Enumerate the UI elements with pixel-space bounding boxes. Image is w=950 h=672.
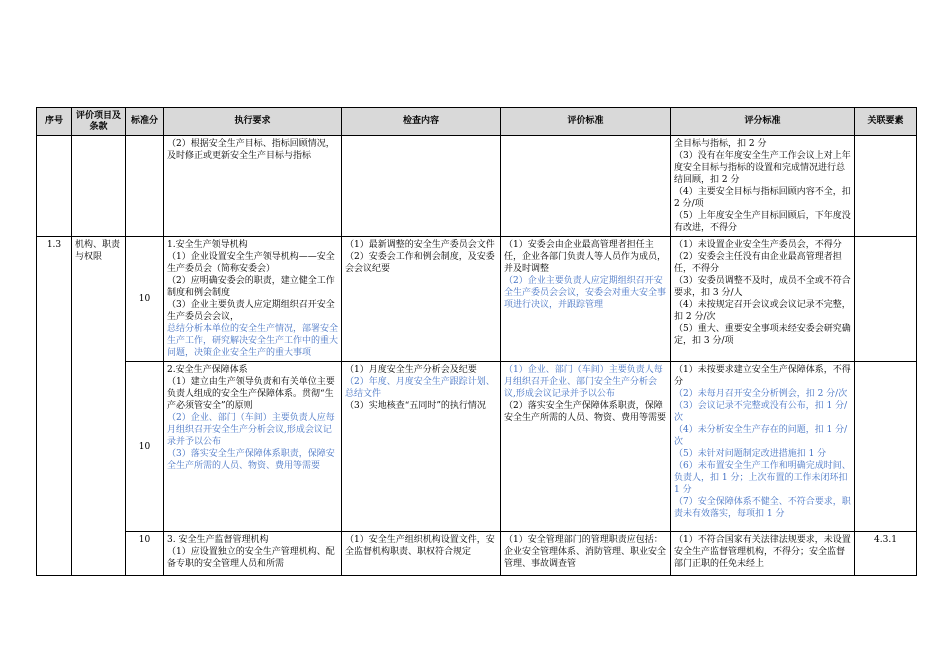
text-line: （4）未分析安全生产存在的问题，扣 1 分/次 [674, 425, 848, 447]
text-line: （1）不符合国家有关法律法规要求，未设置安全生产监督管理机构，不得分；安全监督部门正职的任免未经上 [674, 535, 851, 569]
text-line: （3）没有在年度安全生产工作会议上对上年度安全目标与指标的设置和完成情况进行总结回顾，扣 2 分 [674, 151, 851, 185]
text-line: 2.安全生产保障体系 [167, 365, 248, 375]
item-cell [72, 136, 126, 237]
table-row [37, 136, 917, 237]
related-cell: 4.3.1 [855, 532, 917, 576]
std-cell [126, 136, 164, 237]
table-row [37, 237, 917, 362]
std-cell: 10 [126, 532, 164, 576]
text-line: （1）建立由生产领导负责和有关单位主要负责人组成的安全生产保障体系。贯彻“生产必须管安全”的原则 [167, 377, 335, 411]
text-line: （1）企业、部门（车间）主要负责人每月组织召开企业、部门安全生产分析会议,形成会议记录并予以公布 [504, 365, 663, 399]
text-line: （3）落实安全生产保障体系职责，保障安全生产所需的人员、物资、费用等需要 [167, 449, 335, 471]
text-line: （1）安全生产组织机构设置文件，安全监督机构职责、职权符合规定 [345, 535, 495, 557]
text-line: （5）未针对问题制定改进措施扣 1 分 [674, 449, 827, 459]
text-line: （2）企业主要负责人应定期组织召开安全生产委员会会议，安委会对重大安全事项进行决议，并跟踪管理 [504, 276, 667, 310]
text-line: （3）会议记录不完整或没有公布，扣 1 分/次 [674, 401, 848, 423]
header-seq: 序号 [37, 108, 72, 136]
text-line: （1）月度安全生产分析会及纪要 [345, 365, 477, 375]
text-line: 3. 安全生产监督管理机构 [167, 535, 269, 545]
text-line: （6）未布置安全生产工作和明确完成时间、负责人，扣 1 分；上次布置的工作未闭环扣 1 分 [674, 461, 851, 495]
text-line: （2）根据安全生产目标、指标回顾情况，及时修正或更新安全生产目标与指标 [167, 139, 335, 161]
score-cell [671, 237, 855, 362]
text-line: （2）年度、月度安全生产跟踪计划、总结文件 [345, 377, 495, 399]
text-line: 1.安全生产领导机构 [167, 240, 248, 250]
text-line: 总结分析本单位的安全生产情况，部署安全生产工作，研究解决安全生产工作中的重大问题，决策企业安全生产的重大事项 [167, 324, 339, 358]
text-line: （2）应明确安委会的职责，建立健全工作制度和例会制度 [167, 276, 335, 298]
header-row [37, 108, 917, 136]
score-cell [671, 532, 855, 576]
eval-cell [501, 362, 671, 532]
header-exec: 执行要求 [164, 108, 342, 136]
eval-cell [501, 237, 671, 362]
check-cell [342, 532, 501, 576]
text-line: （1）未按要求建立安全生产保障体系，不得分 [674, 365, 851, 387]
header-eval: 评价标准 [501, 108, 671, 136]
related-cell [855, 136, 917, 237]
exec-cell [164, 362, 342, 532]
seq-cell: 1.3 [37, 237, 72, 576]
score-cell [671, 136, 855, 237]
text-line: 全目标与指标，扣 2 分 [674, 139, 767, 149]
table-row [37, 362, 917, 532]
check-cell [342, 136, 501, 237]
exec-cell [164, 532, 342, 576]
text-line: （1）最新调整的安全生产委员会文件 [345, 240, 495, 250]
text-line: （3）安委员调整不及时，成员不全或不符合要求，扣 3 分/人 [674, 276, 851, 298]
exec-cell [164, 136, 342, 237]
table-row [37, 532, 917, 576]
check-cell [342, 362, 501, 532]
score-cell [671, 362, 855, 532]
evaluation-table [36, 107, 917, 576]
eval-cell [501, 136, 671, 237]
header-score: 评分标准 [671, 108, 855, 136]
text-line: （2）安委会工作和例会制度，及安委会会议纪要 [345, 252, 495, 274]
eval-cell [501, 532, 671, 576]
text-line: （4）未按规定召开会议或会议记录不完整，扣 2 分/次 [674, 300, 851, 322]
text-line: （2）未每月召开安全分析例会，扣 2 分/次 [674, 389, 848, 399]
text-line: （3）企业主要负责人应定期组织召开安全生产委员会会议， [167, 300, 335, 322]
header-std-score: 标准分 [126, 108, 164, 136]
std-cell: 10 [126, 362, 164, 532]
std-cell: 10 [126, 237, 164, 362]
text-line: （7）安全保障体系不健全、不符合要求，职责未有效落实，每项扣 1 分 [674, 497, 851, 519]
text-line: （1）企业设置安全生产领导机构——安全生产委员会（简称安委会） [167, 252, 335, 274]
text-line: （2）安委会主任没有由企业最高管理者担任，不得分 [674, 252, 842, 274]
header-related: 关联要素 [855, 108, 917, 136]
item-cell: 机构、职责与权限 [72, 237, 126, 576]
text-line: （3）实地核查“五同时”的执行情况 [345, 401, 486, 411]
text-line: （4）主要安全目标与指标回顾内容不全，扣 2 分/项 [674, 187, 851, 209]
text-line: （5）重大、重要安全事项未经安委会研究确定，扣 3 分/项 [674, 324, 851, 346]
text-line: （2）企业、部门（车间）主要负责人应每月组织召开安全生产分析会议,形成会议记录并予以公布 [167, 413, 335, 447]
text-line: （2）落实安全生产保障体系职责，保障安全生产所需的人员、物资、费用等需要 [504, 401, 667, 423]
related-cell [855, 362, 917, 532]
exec-cell [164, 237, 342, 362]
text-line: （1）应设置独立的安全生产管理机构、配备专职的安全管理人员和所需 [167, 547, 335, 569]
header-check: 检查内容 [342, 108, 501, 136]
header-item: 评价项目及条款 [72, 108, 126, 136]
text-line: （1）安委会由企业最高管理者担任主任，企业各部门负责人等人员作为成员，并及时调整 [504, 240, 667, 274]
text-line: （1）安全管理部门的管理职责应包括：企业安全管理体系、消防管理、职业安全管理、事故调查管 [504, 535, 667, 569]
text-line: （5）上年度安全生产目标回顾后，下年度没有改进，不得分 [674, 211, 851, 233]
text-line: （1）未设置企业安全生产委员会，不得分 [674, 240, 842, 250]
check-cell [342, 237, 501, 362]
seq-cell [37, 136, 72, 237]
related-cell [855, 237, 917, 362]
